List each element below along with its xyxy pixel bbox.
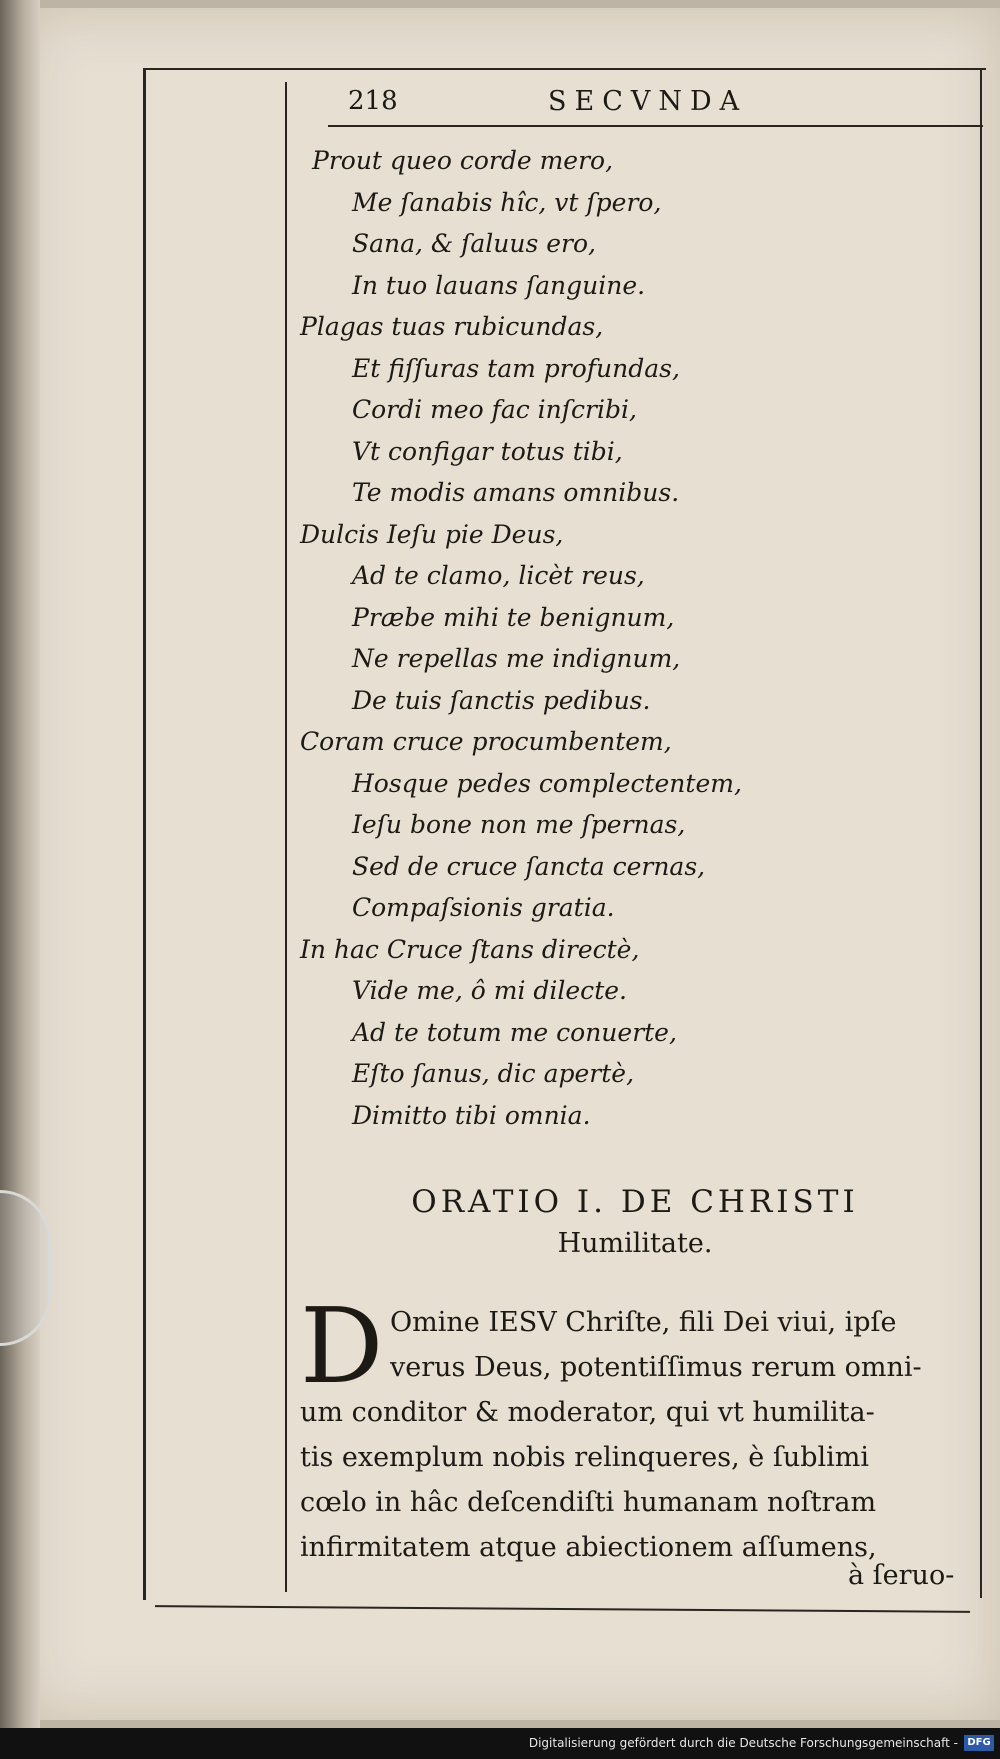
page-number: 218 [348, 86, 398, 116]
verse-line: Ad te clamo, licèt reus, [352, 561, 645, 590]
verse-line: Ne repellas me indignum, [352, 644, 681, 673]
verse-line: Plagas tuas rubicundas, [300, 312, 604, 341]
verse-line: In tuo lauans ſanguine. [352, 270, 646, 300]
running-head-title: SECVNDA [548, 86, 748, 117]
text-margin-rule [285, 82, 287, 1592]
verse-line: Compaſsionis gratia. [352, 893, 615, 922]
heading-title: ORATIO I. DE CHRISTI [411, 1184, 859, 1220]
dfg-logo-icon: DFG [964, 1735, 994, 1751]
verse-line: Hosque pedes complectentem, [352, 768, 742, 798]
verse-line: Vide me, ô mi dilecte. [352, 976, 627, 1005]
digitization-footer [0, 1728, 1000, 1759]
prose-line: Omine IESV Chriſte, fili Dei viui, ipſe [390, 1307, 897, 1338]
prose-line: tis exemplum nobis relinqueres, è ſublimi [300, 1442, 870, 1473]
prose-line: infirmitatem atque abiectionem aſſumens, [300, 1532, 877, 1563]
right-margin-rule [980, 68, 982, 1598]
verse-line: Vt configar totus tibi, [352, 436, 623, 466]
verse-line: Ad te totum me conuerte, [352, 1017, 677, 1047]
drop-cap: D [300, 1285, 384, 1407]
verse-line: De tuis ſanctis pedibus. [352, 685, 651, 715]
prose-line: verus Deus, potentiſſimus rerum omni- [390, 1352, 922, 1383]
footer-credit: Digitalisierung gefördert durch die Deutsche Forschungsgemeinschaft - [528, 1736, 958, 1750]
verse-line: In hac Cruce ſtans directè, [300, 934, 640, 964]
verse-line: Dulcis Ieſu pie Deus, [300, 519, 564, 549]
verse-line: Coram cruce procumbentem, [300, 727, 672, 756]
head-rule [328, 125, 983, 127]
verse-line: Et fiſſuras tam profundas, [352, 353, 680, 383]
verse-line: Eſto ſanus, dic apertè, [352, 1059, 635, 1088]
catchword: à ſeruo- [848, 1560, 955, 1591]
verse-line: Cordi meo fac inſcribi, [352, 395, 637, 424]
verse-line: Ieſu bone non me ſpernas, [352, 810, 686, 839]
verse-line: Prout queo corde mero, [312, 146, 614, 175]
hymn-verse [300, 140, 940, 1136]
section-heading [300, 1180, 970, 1264]
verse-line: Te modis amans omnibus. [352, 478, 680, 507]
running-head [328, 82, 978, 122]
book-gutter [0, 0, 40, 1728]
verse-line: Præbe mihi te benignum, [352, 602, 675, 632]
prose-line: um conditor & moderator, qui vt humilita- [300, 1397, 875, 1428]
verse-line: Sana, & ſaluus ero, [352, 229, 597, 258]
verse-line: Dimitto tibi omnia. [352, 1100, 591, 1130]
prose-line: cœlo in hâc deſcendiſti humanam noſtram [300, 1487, 877, 1518]
verse-line: Sed de cruce ſancta cernas, [352, 851, 706, 881]
heading-subtitle: Humilitate. [557, 1228, 713, 1259]
verse-line: Me ſanabis hîc, vt ſpero, [352, 187, 662, 217]
prayer-text [300, 1285, 975, 1570]
